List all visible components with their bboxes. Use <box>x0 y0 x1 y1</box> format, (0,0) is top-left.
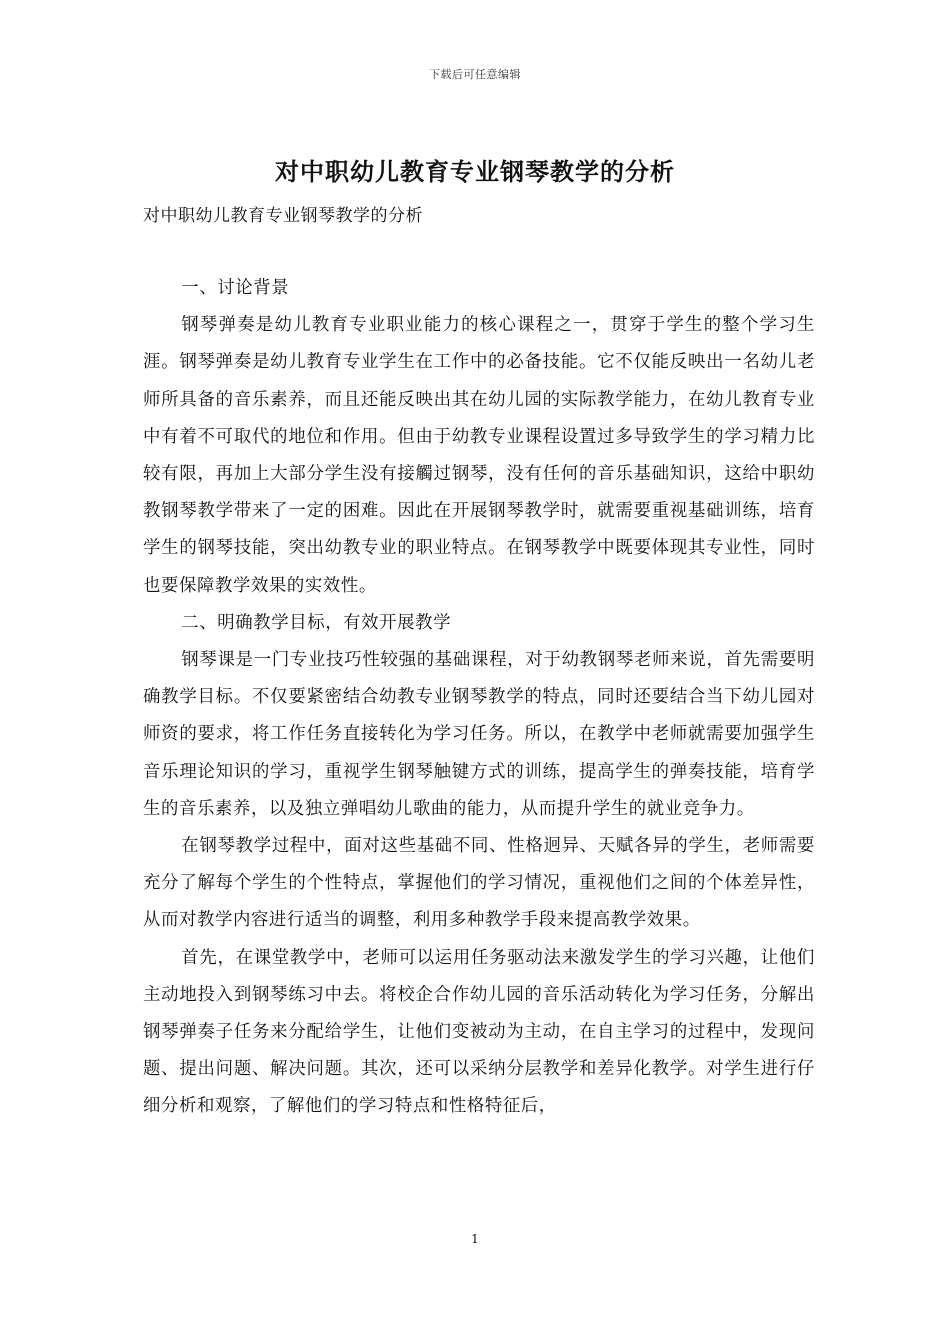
section-heading-background: 一、讨论背景 <box>181 278 290 298</box>
paragraph: 首先，在课堂教学中，老师可以运用任务驱动法来激发学生的学习兴趣，让他们主动地投入到钢琴练习中去。将校企合作幼儿园的音乐活动转化为学习任务，分解出钢琴弹奏子任务来分配给学生，让他们变被动为主动，在自主学习的过程中，发现问题、提出问题、解决问题。其次，还可以采纳分层教学和差异化教学。对学生进行仔细分析和观察，了解他们的学习特点和性格特征后， <box>143 947 815 1117</box>
page-number: 1 <box>471 1232 479 1246</box>
paragraph: 在钢琴教学过程中，面对这些基础不同、性格迥异、天赋各异的学生，老师需要充分了解每个学生的个性特点，掌握他们的学习情况，重视他们之间的个体差异性，从而对教学内容进行适当的调整，利用多种教学手段来提高教学效果。 <box>143 836 815 931</box>
paragraph: 钢琴课是一门专业技巧性较强的基础课程，对于幼教钢琴老师来说，首先需要明确教学目标。不仅要紧密结合幼教专业钢琴教学的特点，同时还要结合当下幼儿园对师资的要求，将工作任务直接转化为学习任务。所以，在教学中老师就需要加强学生音乐理论知识的学习，重视学生钢琴触键方式的训练，提高学生的弹奏技能，培育学生的音乐素养，以及独立弹唱幼儿歌曲的能力，从而提升学生的就业竞争力。 <box>143 650 815 819</box>
header-note: 下载后可任意编辑 <box>429 68 521 81</box>
paragraph: 钢琴弹奏是幼儿教育专业职业能力的核心课程之一，贯穿于学生的整个学习生涯。钢琴弹奏是幼儿教育专业学生在工作中的必备技能。它不仅能反映出一名幼儿老师所具备的音乐素养，而且还能反映出其在幼儿园的实际教学能力，在幼儿教育专业中有着不可取代的地位和作用。但由于幼教专业课程设置过多导致学生的学习精力比较有限，再加上大部分学生没有接觸过钢琴，没有任何的音乐基础知识，这给中职幼教钢琴教学带来了一定的困难。因此在开展钢琴教学时，就需要重视基础训练，培育学生的钢琴技能，突出幼教专业的职业特点。在钢琴教学中既要体现其专业性，同时也要保障教学效果的实效性。 <box>143 315 815 596</box>
document-title: 对中职幼儿教育专业钢琴教学的分析 <box>275 157 675 186</box>
section-heading-goals: 二、明确教学目标，有效开展教学 <box>181 612 452 633</box>
document-subtitle: 对中职幼儿教育专业钢琴教学的分析 <box>143 206 423 226</box>
body-text <box>143 270 815 1126</box>
